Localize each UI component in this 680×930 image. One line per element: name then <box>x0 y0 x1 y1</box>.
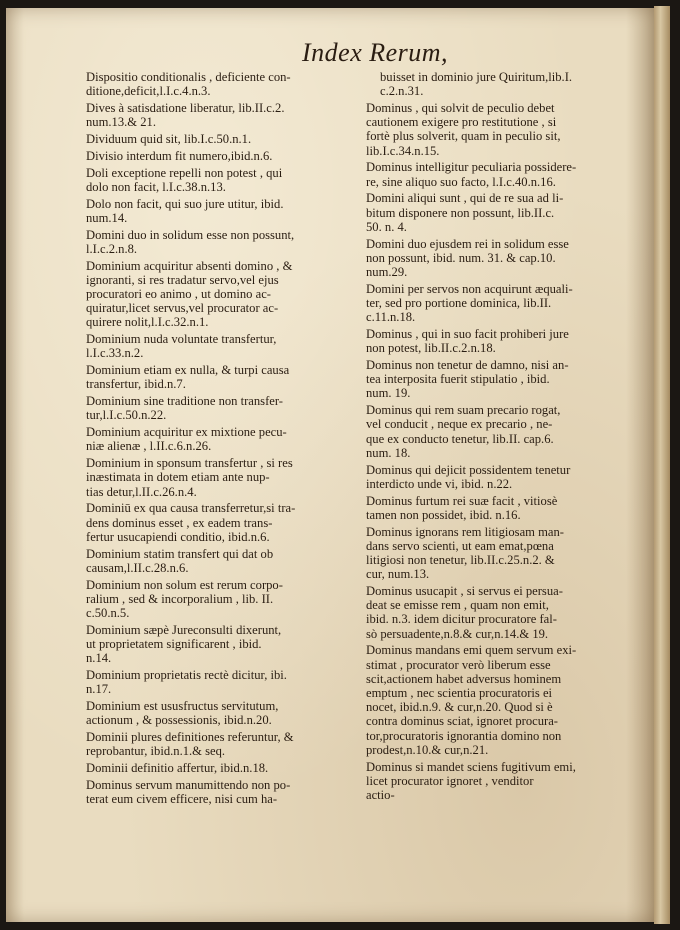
index-entry-line: actionum , & possessionis, ibid.n.20. <box>86 713 272 728</box>
index-entry <box>86 761 356 775</box>
index-entry <box>86 259 356 330</box>
index-entry <box>86 101 356 129</box>
index-entry <box>86 149 356 163</box>
index-entry-line: Dominus qui rem suam precario rogat, <box>366 403 561 418</box>
index-entry-line: Dominium proprietatis rectè dicitur, ibi. <box>86 668 287 683</box>
index-entry-line: num.29. <box>366 265 408 280</box>
index-entry <box>366 463 638 491</box>
index-entry-line: stimat , procurator verò liberum esse <box>366 657 551 672</box>
index-entry-line: fortè plus solverit, quam in peculio sit, <box>366 129 561 144</box>
index-entry <box>366 160 638 188</box>
index-entry-line: Dominus , qui solvit de peculio debet <box>366 101 555 115</box>
index-entry-line: deat se emisse rem , quam non emit, <box>366 598 549 613</box>
index-entry-line: Dominus intelligitur peculiaria possidere- <box>366 160 577 175</box>
index-entry-line: non possunt, ibid. num. 31. & cap.10. <box>366 250 556 265</box>
index-entry-line: Domini per servos non acquirunt æquali- <box>366 281 573 296</box>
index-entry-line: Dominus servum manumittendo non po- <box>86 777 291 792</box>
index-entry-line: dens dominus esset , ex eadem trans- <box>86 515 273 530</box>
index-entry-line: cur, num.13. <box>366 567 430 582</box>
index-entry-line: Dominium acquiritur ex mixtione pecu- <box>86 425 287 440</box>
index-entry <box>86 332 356 360</box>
index-entry-line: c.11.n.18. <box>366 310 416 325</box>
index-entry-line: lib.I.c.34.n.15. <box>366 143 440 158</box>
index-entry <box>366 584 638 641</box>
index-entry-line: Dominiū ex qua causa transferretur,si tra- <box>86 501 296 516</box>
index-entry <box>86 578 356 621</box>
index-entry-line: Doli exceptione repelli non potest , qui <box>86 165 283 180</box>
index-entry <box>86 166 356 194</box>
index-entry-line: niæ alienæ , l.II.c.6.n.26. <box>86 439 212 454</box>
index-entry-line: num. 19. <box>366 386 411 401</box>
index-entry-line: Dominium non solum est rerum corpo- <box>86 577 283 592</box>
index-entry-line: l.I.c.2.n.8. <box>86 241 138 256</box>
index-entry-line: ibid. n.3. idem dicitur procuratore fal- <box>366 612 557 627</box>
index-entry-line: ter, sed pro portione dominica, lib.II. <box>366 296 552 311</box>
index-entry-line: num.14. <box>86 210 128 225</box>
index-entry-line: tamen non possidet, ibid. n.16. <box>366 507 521 522</box>
index-entry <box>366 358 638 401</box>
index-entry-line: Dominium nuda voluntate transfertur, <box>86 332 277 347</box>
index-entry-line: re, sine aliquo suo facto, l.I.c.40.n.16. <box>366 174 556 189</box>
index-entry-line: Dominus usucapit , si servus ei persua- <box>366 584 563 599</box>
index-entry-line: bitum disponere non possunt, lib.II.c. <box>366 205 555 220</box>
index-entry-line: sò persuadente,n.8.& cur,n.14.& 19. <box>366 626 549 641</box>
index-entry-line: cautionem exigere pro restitutione , si <box>366 115 557 130</box>
index-entry <box>366 237 638 280</box>
index-entry-line: Dominium in sponsum transfertur , si res <box>86 456 293 471</box>
index-entry-line: Domini aliqui sunt , qui de re sua ad li- <box>366 191 564 206</box>
index-entry-line: Dominium sæpè Jureconsulti dixerunt, <box>86 622 282 637</box>
index-entry-line: tor,procuratoris ignorantia domino non <box>366 728 562 743</box>
index-entry-line: Domini duo in solidum esse non possunt, <box>86 227 295 242</box>
index-entry-line: Dominium statim transfert qui dat ob <box>86 546 274 561</box>
index-entry <box>86 197 356 225</box>
index-entry-line: Dominus furtum rei suæ facit , vitiosè <box>366 493 558 508</box>
page-header: Index Rerum, <box>302 38 449 67</box>
index-entry <box>366 282 638 325</box>
index-entry-line: causam,l.II.c.28.n.6. <box>86 560 189 575</box>
index-entry <box>86 70 356 98</box>
index-entry <box>86 699 356 727</box>
index-entry-line: prodest,n.10.& cur,n.21. <box>366 742 489 757</box>
index-entry-line: Dominus , qui in suo facit prohiberi jure <box>366 327 569 342</box>
index-entry-line: ut proprietatem significarent , ibid. <box>86 637 262 652</box>
index-entry-line: Domini duo ejusdem rei in solidum esse <box>366 236 569 251</box>
index-entry <box>86 363 356 391</box>
index-entry-line: actio- <box>366 788 395 803</box>
index-entry <box>366 191 638 234</box>
index-entry <box>366 403 638 460</box>
index-entry <box>86 623 356 666</box>
page-edge <box>654 6 670 924</box>
index-entry <box>86 425 356 453</box>
index-entry-line: dans servo scienti, ut eam emat,pœna <box>366 538 554 553</box>
index-entry-line: Dominium sine traditione non transfer- <box>86 394 284 409</box>
index-entry-line: terat eum civem efficere, nisi cum ha- <box>86 792 278 807</box>
index-entry-line: inæstimata in dotem etiam ante nup- <box>86 470 270 485</box>
index-entry-line: Dominii plures definitiones referuntur, & <box>86 730 294 745</box>
index-entry <box>366 327 638 355</box>
index-entry-line: Dominus si mandet sciens fugitivum emi, <box>366 759 576 774</box>
index-entry-line: l.I.c.33.n.2. <box>86 346 144 361</box>
index-entry <box>366 760 638 803</box>
index-entry-line: emptum , nec scientia procuratoris ei <box>366 686 553 701</box>
index-entry <box>366 70 638 98</box>
index-entry <box>86 132 356 146</box>
index-entry-line: Dolo non facit, qui suo jure utitur, ibid. <box>86 196 284 211</box>
book-page <box>6 8 654 922</box>
index-entry-line: tur,l.I.c.50.n.22. <box>86 408 167 423</box>
index-entry-line: Dominium acquiritur absenti domino , & <box>86 258 293 273</box>
index-entry-line: tea interposita fuerit stipulatio , ibid. <box>366 372 550 387</box>
index-entry <box>86 394 356 422</box>
index-entry <box>86 778 356 806</box>
index-entry-line: Dominium est ususfructus servitutum, <box>86 699 279 714</box>
index-entry-line: Dives à satisdatione liberatur, lib.II.c.2. <box>86 101 285 115</box>
index-entry <box>366 643 638 757</box>
index-entry-line: reprobantur, ibid.n.1.& seq. <box>86 744 226 759</box>
index-entry-line: n.17. <box>86 682 112 697</box>
index-entry <box>86 228 356 256</box>
index-entry-line: Dominus ignorans rem litigiosam man- <box>366 524 564 539</box>
index-entry-line: scit,actionem habet adversus hominem <box>366 671 562 686</box>
index-entry-line: que ex conducto tenetur, lib.II. cap.6. <box>366 431 554 446</box>
index-entry <box>366 494 638 522</box>
index-entry-line: licet procurator ignoret , venditor <box>366 773 534 788</box>
index-entry-line: vel conducit , neque ex precario , ne- <box>366 417 553 432</box>
index-entry-line: tias detur,l.II.c.26.n.4. <box>86 484 197 499</box>
index-entry-line: n.14. <box>86 651 112 666</box>
index-entry-line: litigiosi non tenetur, lib.II.c.25.n.2. & <box>366 553 555 568</box>
index-entry-line: contra dominus sciat, ignoret procura- <box>366 714 558 729</box>
index-entry-line: ralium , sed & incorporalium , lib. II. <box>86 591 274 606</box>
index-entry-line: Dominus mandans emi quem servum exi- <box>366 643 577 658</box>
index-entry-line: nocet, ibid.n.9. & cur,n.20. Quod si è <box>366 700 553 715</box>
index-entry <box>86 456 356 499</box>
index-entry-line: ditione,deficit,l.I.c.4.n.3. <box>86 84 211 99</box>
index-entry <box>86 501 356 544</box>
index-column-right <box>366 70 638 805</box>
index-entry-line: Divisio interdum fit numero,ibid.n.6. <box>86 148 273 163</box>
index-entry-line: quirere nolit,l.I.c.32.n.1. <box>86 315 209 330</box>
index-entry <box>86 668 356 696</box>
index-entry-line: buisset in dominio jure Quiritum,lib.I. <box>380 70 573 84</box>
index-entry-line: fertur usucapiendi conditio, ibid.n.6. <box>86 529 270 544</box>
index-entry-line: dolo non facit, l.I.c.38.n.13. <box>86 179 226 194</box>
index-entry-line: c.50.n.5. <box>86 606 130 621</box>
index-column-left <box>86 70 356 809</box>
index-entry-line: Dominii definitio affertur, ibid.n.18. <box>86 761 269 776</box>
index-entry-line: ignoranti, si res tradatur servo,vel ejus <box>86 272 279 287</box>
index-entry-line: non potest, lib.II.c.2.n.18. <box>366 341 496 356</box>
index-entry-line: num.13.& 21. <box>86 115 156 130</box>
index-entry <box>86 730 356 758</box>
index-entry-line: Dominium etiam ex nulla, & turpi causa <box>86 363 290 378</box>
index-entry-line: Dominus non tenetur de damno, nisi an- <box>366 358 569 373</box>
index-entry <box>366 525 638 582</box>
index-entry-line: c.2.n.31. <box>380 84 424 99</box>
index-entry <box>86 547 356 575</box>
index-entry-line: Dispositio conditionalis , deficiente con- <box>86 70 291 84</box>
index-entry-line: quiratur,licet servus,vel procurator ac- <box>86 301 279 316</box>
index-entry-line: interdicto unde vi, ibid. n.22. <box>366 476 513 491</box>
index-entry <box>366 101 638 158</box>
index-entry-line: procuratori eo animo , ut domino ac- <box>86 287 272 301</box>
index-entry-line: transfertur, ibid.n.7. <box>86 377 186 392</box>
index-entry-line: Dominus qui dejicit possidentem tenetur <box>366 462 571 477</box>
index-entry-line: Dividuum quid sit, lib.I.c.50.n.1. <box>86 132 252 146</box>
index-entry-line: 50. n. 4. <box>366 219 407 234</box>
index-entry-line: num. 18. <box>366 445 411 460</box>
